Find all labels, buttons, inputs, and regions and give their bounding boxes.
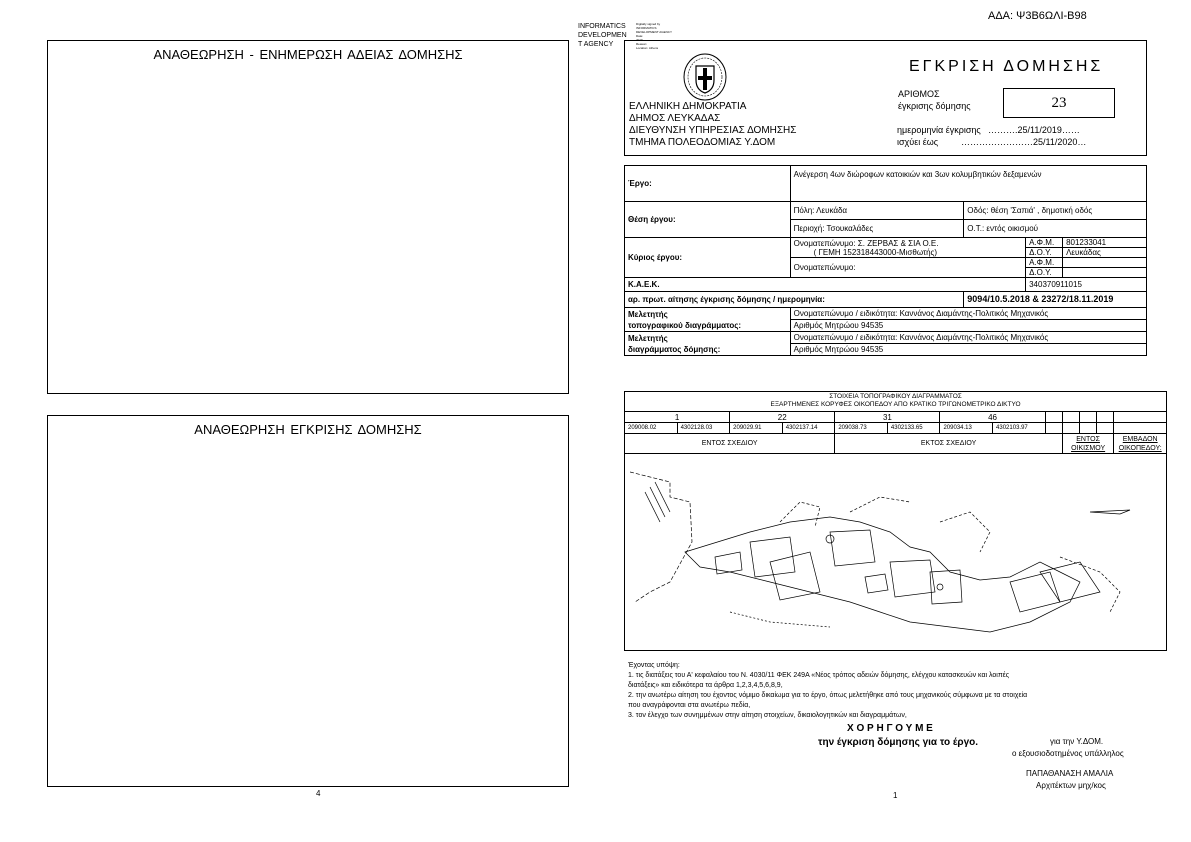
inside-settlement-label: ΕΝΤΟΣ ΟΙΚΙΣΜΟΥ [1062,434,1114,454]
approval-date: ……….25/11/2019…… [988,125,1080,135]
application-value: 9094/10.5.2018 & 23272/18.11.2019 [964,292,1147,308]
grant-subtitle: την έγκριση δόμησης για το έργο. [818,737,979,748]
triangulation-table [624,411,1167,454]
doy-label: Δ.Ο.Υ. [1026,268,1063,278]
page-number-left: 4 [316,789,321,798]
owner-1-doy: Λευκάδας [1063,248,1147,258]
consideration-2-cont: που αναγράφονται στα ανωτέρω πεδία, [628,702,751,709]
coord-y: 4302137.14 [782,423,835,434]
coord-x: 209038.73 [835,423,888,434]
afm-label: Α.Φ.Μ. [1026,258,1063,268]
point-number: 31 [835,412,940,423]
consideration-2: 2. την ανωτέρω αίτηση του έχοντος νόμιμο δικαίωμα για το έργο, όπως μελετήθηκε από τους μηχανικούς σύμφωνα με τα στοιχεία [628,692,1028,699]
considerations [628,661,1158,721]
revision-permit-title: ΑΝΑΘΕΩΡΗΣΗ - ΕΝΗΜΕΡΩΣΗ ΑΔΕΙΑΣ ΔΟΜΗΣΗΣ [153,47,463,62]
approval-number: 23 [1003,88,1115,118]
owner-1-afm: 801233041 [1063,238,1147,248]
survey-engineer-label [625,308,791,332]
survey-engineer-label-1: Μελετητής [628,309,668,319]
coord-x: 209008.02 [625,423,678,434]
consideration-1-cont: διατάξεις» και ειδικότερα τα άρθρα 1,2,3,4,5,6,8,9, [628,682,783,689]
building-engineer-label-1: Μελετητής [628,333,668,343]
building-engineer-registry: Αριθμός Μητρώου 94535 [790,344,1146,356]
coord-y: 4302103.97 [993,423,1046,434]
survey-engineer-label-2: τοπογραφικού διαγράμματος: [628,320,742,330]
owner-2-doy [1063,268,1147,278]
signer-title: Αρχιτέκτων μηχ/κος [1036,781,1106,790]
signer-name: ΠΑΠΑΘΑΝΑΣΗ ΑΜΑΛΙΑ [1026,769,1114,778]
city: Πόλη: Λευκάδα [790,202,964,220]
greek-emblem-icon [681,52,729,102]
consideration-3: 3. τον έλεγχο των συνημμένων στην αίτηση στοιχείων, δικαιολογητικών και διαγραμμάτων, [628,712,907,719]
kaek-value: 340370911015 [1026,278,1147,292]
inside-plan-label: ΕΝΤΟΣ ΣΧΕΔΙΟΥ [625,434,835,454]
revision-permit-box [47,40,569,394]
application-label: αρ. πρωτ. αίτησης έγκρισης δόμησης / ημερομηνία: [625,292,964,308]
number-label-1: ΑΡΙΘΜΟΣ [898,89,940,99]
building-engineer-name: Ονοματεπώνυμο / ειδικότητα: Καννάνος Διαμάντης-Πολιτικός Μηχανικός [790,332,1146,344]
topo-title-2: ΕΞΑΡΤΗΜΕΝΕΣ ΚΟΡΥΦΕΣ ΟΙΚΟΠΕΔΟΥ ΑΠΟ ΚΡΑΤΙΚΟ ΤΡΙΓΩΝΟΜΕΤΡΙΚΟ ΔΙΚΤΥΟ [770,401,1021,408]
approval-title: ΕΓΚΡΙΣΗ ΔΟΜΗΣΗΣ [909,58,1104,75]
project-label: Έργο: [625,166,791,202]
coord-y: 4302128.03 [677,423,730,434]
consideration-1: 1. τις διατάξεις του Α' κεφαλαίου του Ν. 4030/11 ΦΕΚ 249Α «Νέος τρόπος αδειών δόμησης, ελέγχου κατασκευών και λοιπές [628,672,1010,679]
revision-approval-box [47,415,569,787]
stamp-small-line: Digitally signed by [636,22,661,26]
topographic-drawing [630,462,1165,648]
afm-label: Α.Φ.Μ. [1026,238,1063,248]
stamp-small-line: 2019. [636,38,644,42]
location-label: Θέση έργου: [625,202,791,238]
doy-label: Δ.Ο.Υ. [1026,248,1063,258]
stamp-line-3: T AGENCY [578,41,614,48]
stamp-line-2: DEVELOPMEN [578,32,627,39]
stamp-small-line: Reason: [636,42,648,46]
owner-2-afm [1063,258,1147,268]
grant-heading: Χ Ο Ρ Η Γ Ο Υ Μ Ε [847,723,933,734]
stamp-small-line: INFORMATICS [636,26,657,30]
coord-x: 209034.13 [940,423,993,434]
stamp-small-line: Date: [636,34,644,38]
stamp-small-line: Location: Athens [636,46,659,50]
coord-y: 4302133.65 [887,423,940,434]
number-label-2: έγκρισης δόμησης [898,101,971,111]
page-number-right: 1 [893,791,898,800]
org-line: ΔΗΜΟΣ ΛΕΥΚΑΔΑΣ [629,113,721,124]
point-number: 1 [625,412,730,423]
survey-engineer-registry: Αριθμός Μητρώου 94535 [790,320,1146,332]
approval-header [624,40,1147,156]
plot-area-label: ΕΜΒΑΔΟΝ ΟΙΚΟΠΕΔΟΥ: [1114,434,1167,454]
org-line: ΔΙΕΥΘΥΝΣΗ ΥΠΗΡΕΣΙΑΣ ΔΟΜΗΣΗΣ [629,125,797,136]
building-engineer-label-2: διαγράμματος δόμησης: [628,344,721,354]
valid-until-date: ……………………25/11/2020… [961,137,1087,147]
kaek-label: Κ.Α.Ε.Κ. [625,278,1026,292]
survey-engineer-name: Ονοματεπώνυμο / ειδικότητα: Καννάνος Διαμάντης-Πολιτικός Μηχανικός [790,308,1146,320]
building-block: Ο.Τ.: εντός οικισμού [964,220,1147,238]
topo-title-1: ΣΤΟΙΧΕΙΑ ΤΟΠΟΓΡΑΦΙΚΟΥ ΔΙΑΓΡΑΜΜΑΤΟΣ [829,393,962,400]
coord-x: 209029.91 [730,423,783,434]
stamp-line-1: INFORMATICS [578,23,626,30]
considerations-intro: Έχοντας υπόψη: [628,662,680,669]
revision-approval-title: ΑΝΑΘΕΩΡΗΣΗ ΕΓΚΡΙΣΗΣ ΔΟΜΗΣΗΣ [194,422,422,437]
approval-date-label: ημερομηνία έγκρισης [897,125,981,135]
owner-1 [790,238,1025,258]
signature-for: για την Υ.ΔΟΜ. [1050,737,1104,746]
point-number: 22 [730,412,835,423]
street: Οδός: θέση 'Σαπιά' , δημοτική οδός [964,202,1147,220]
outside-plan-label: ΕΚΤΟΣ ΣΧΕΔΙΟΥ [835,434,1063,454]
project-description: Ανέγερση 4ων διώροφων κατοικιών και 3ων κολυμβητικών δεξαμενών [790,166,1146,202]
valid-until-label: ισχύει έως [897,137,939,147]
project-info-table [624,165,1147,356]
approval-number-label [898,88,971,112]
org-line: ΕΛΛΗΝΙΚΗ ΔΗΜΟΚΡΑΤΙΑ [629,101,747,112]
ada-code: ΑΔΑ: Ψ3Β6ΩΛΙ-Β98 [988,10,1087,22]
point-number: 46 [940,412,1045,423]
signature-stamp [578,22,627,49]
area: Περιοχή: Τσουκαλάδες [790,220,964,238]
owner-1-name: Ονοματεπώνυμο: Σ. ΖΕΡΒΑΣ & ΣΙΑ Ο.Ε. [793,238,939,248]
signature-role: ο εξουσιοδοτημένος υπάλληλος [1012,749,1124,758]
owner-label: Κύριος έργου: [625,238,791,278]
stamp-small-line: DEVELOPMENT AGENCY [636,30,672,34]
building-engineer-label [625,332,791,356]
org-block [629,101,796,149]
org-line: ΤΜΗΜΑ ΠΟΛΕΟΔΟΜΙΑΣ Υ.ΔΟΜ [629,137,776,148]
owner-2-name: Ονοματεπώνυμο: [790,258,1025,278]
owner-1-registry: ( ΓΕΜΗ 152318443000-Μισθωτής) [813,247,938,257]
